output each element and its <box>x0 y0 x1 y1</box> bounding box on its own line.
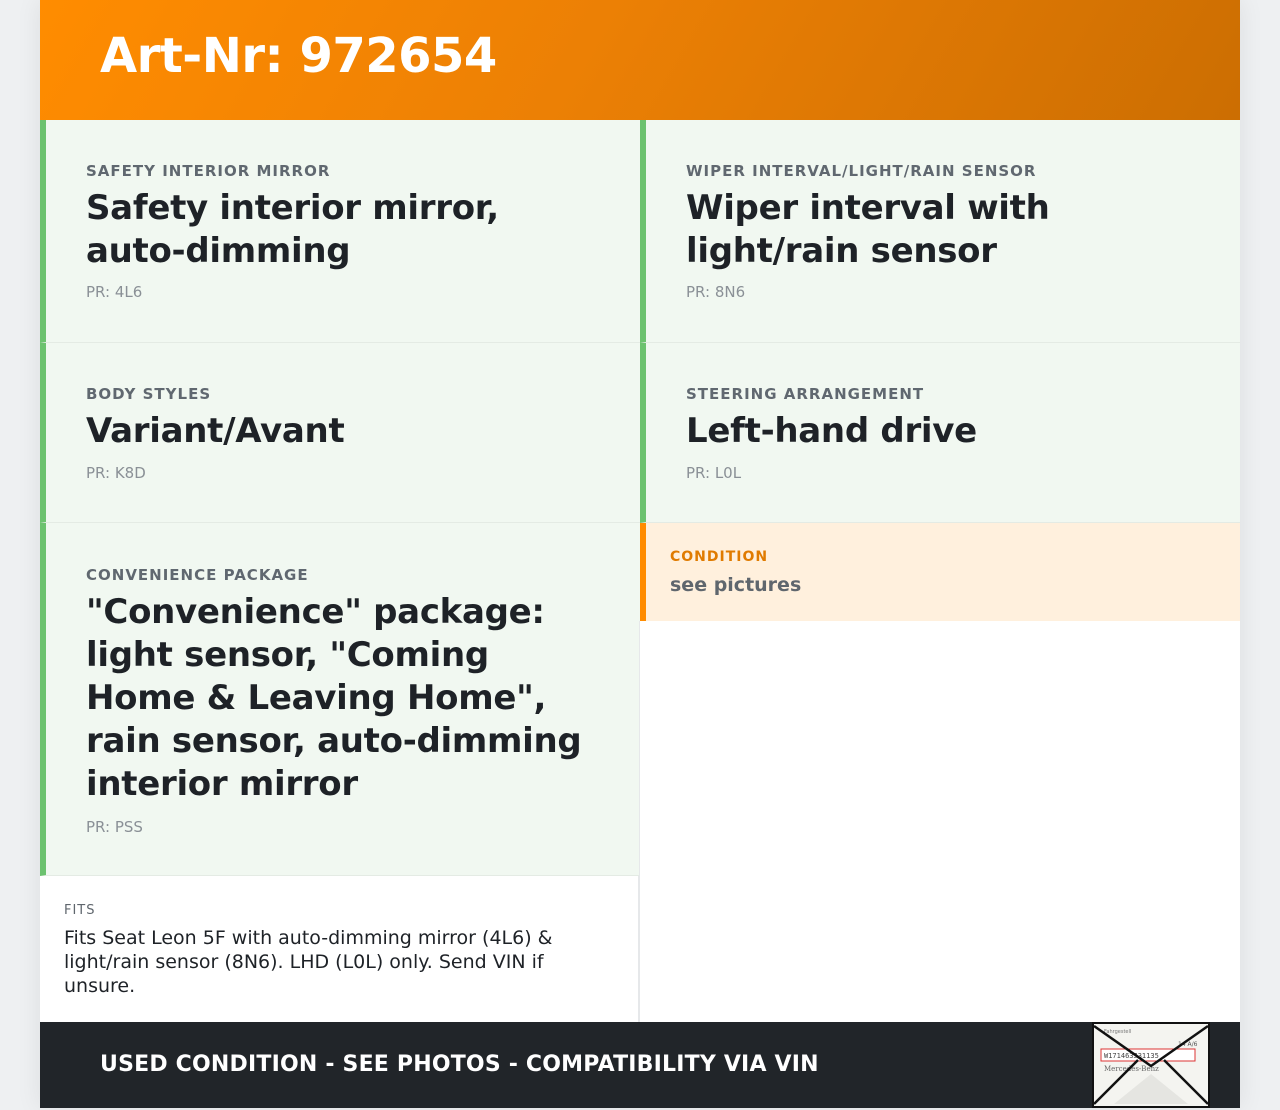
footer-notice: USED CONDITION - SEE PHOTOS - COMPATIBILITY VIA VIN <box>100 1052 819 1077</box>
column-divider <box>639 621 640 1022</box>
spec-label: BODY STYLES <box>86 385 212 403</box>
envelope-icon <box>1094 1024 1208 1106</box>
spec-card-steering <box>640 343 1240 523</box>
spec-label: WIPER INTERVAL/LIGHT/RAIN SENSOR <box>686 162 1037 180</box>
condition-card <box>640 523 1240 621</box>
svg-text:14 A/6: 14 A/6 <box>1178 1041 1198 1048</box>
svg-text:W171463J31135: W171463J31135 <box>1104 1052 1159 1060</box>
fits-label: FITS <box>64 903 96 918</box>
product-sheet <box>40 0 1240 1108</box>
condition-label: CONDITION <box>670 549 769 565</box>
page-footer <box>40 1022 1240 1108</box>
spec-label: SAFETY INTERIOR MIRROR <box>86 162 331 180</box>
spec-label: STEERING ARRANGEMENT <box>686 385 925 403</box>
spec-value: Wiper interval with light/rain sensor <box>686 188 1050 271</box>
condition-value: see pictures <box>670 574 802 596</box>
page-header <box>40 0 1240 120</box>
article-number-title: Art-Nr: 972654 <box>100 28 497 84</box>
spec-value: Left-hand drive <box>686 411 977 451</box>
vin-plate-envelope-image <box>1092 1022 1210 1108</box>
spec-pr-code: PR: L0L <box>686 464 742 482</box>
spec-pr-code: PR: 8N6 <box>686 283 746 301</box>
spec-pr-code: PR: 4L6 <box>86 283 143 301</box>
spec-pr-code: PR: PSS <box>86 818 143 836</box>
spec-value: Safety interior mirror, auto-dimming <box>86 188 499 271</box>
spec-card-convenience-package <box>40 523 640 876</box>
fits-section <box>40 876 639 1022</box>
spec-pr-code: PR: K8D <box>86 464 146 482</box>
fits-text: Fits Seat Leon 5F with auto-dimming mirror (4L6) & light/rain sensor (8N6). LHD (L0L) only. Send VIN if unsure. <box>64 927 553 997</box>
svg-text:Fahrgestell: Fahrgestell <box>1104 1029 1132 1035</box>
spec-card-wiper-sensor <box>640 120 1240 343</box>
spec-value: Variant/Avant <box>86 411 345 451</box>
svg-text:Mercedes-Benz: Mercedes-Benz <box>1104 1065 1159 1073</box>
spec-value: "Convenience" package: light sensor, "Coming Home & Leaving Home", rain sensor, auto-dimming interior mirror <box>86 592 582 804</box>
spec-card-safety-mirror <box>40 120 640 343</box>
spec-label: CONVENIENCE PACKAGE <box>86 566 309 584</box>
spec-card-body-styles <box>40 343 640 523</box>
